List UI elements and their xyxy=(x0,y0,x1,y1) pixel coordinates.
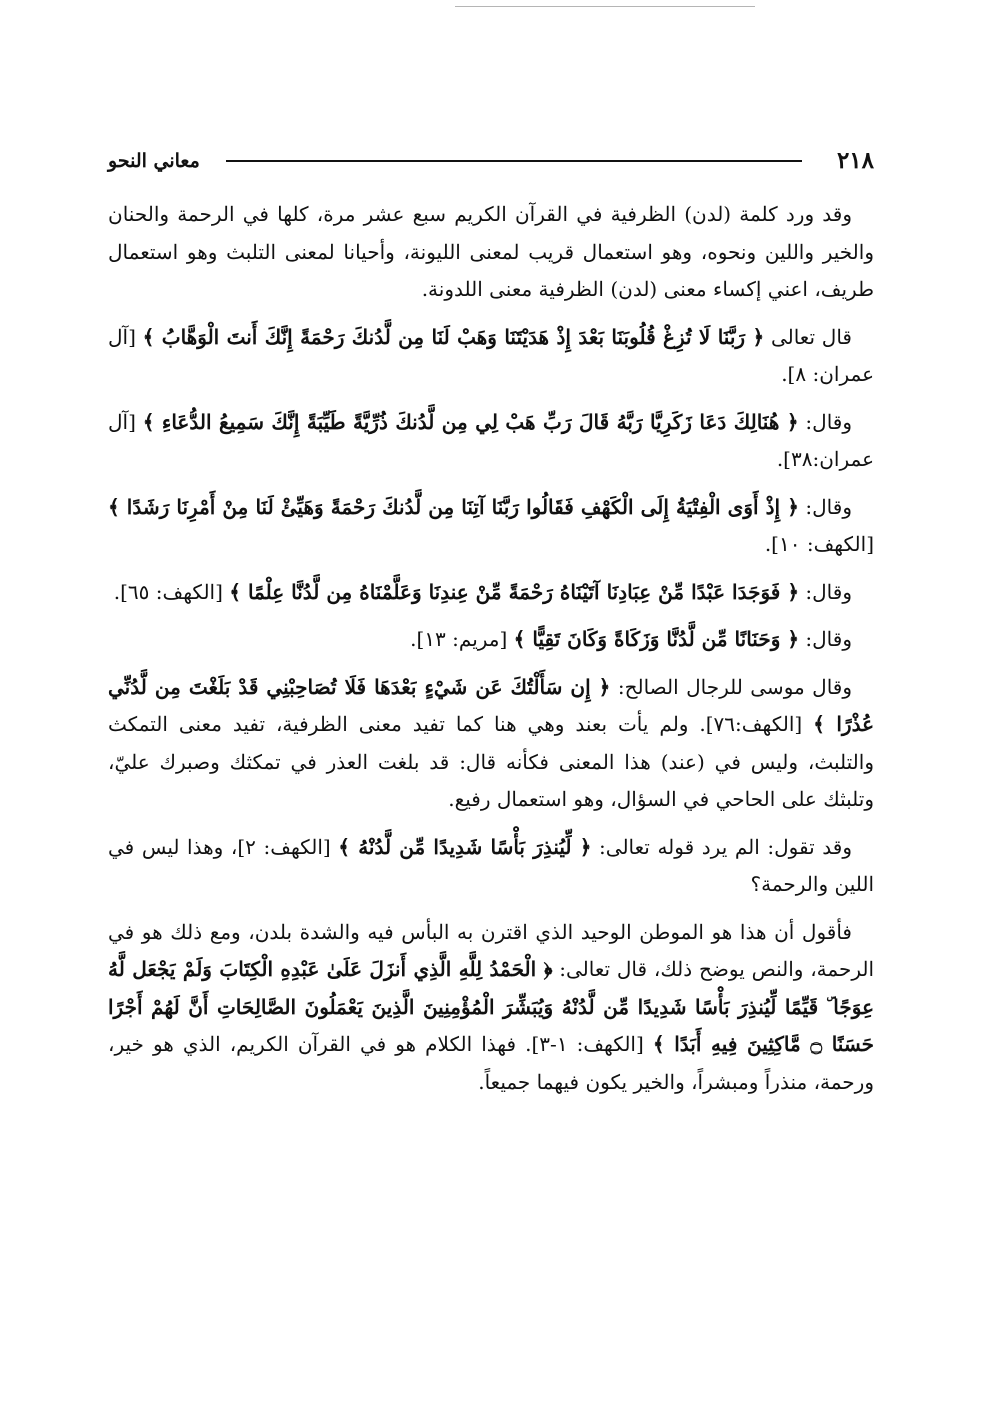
top-edge-line xyxy=(455,6,755,7)
page-number: ٢١٨ xyxy=(836,147,874,174)
quran-verse: ﴿ فَوَجَدَا عَبْدًا مِّنْ عِبَادِنَا آتَيْنَاهُ رَحْمَةً مِّنْ عِندِنَا وَعَلَّمْنَاهُ مِن لَّدُنَّا عِلْمًا ﴾ xyxy=(229,579,800,604)
verse-reference: [الكهف: ١-٣]. xyxy=(525,1032,644,1056)
quran-verse: ﴿ لِّيُنذِرَ بَأْسًا شَدِيدًا مِّن لَّدُنْهُ ﴾ xyxy=(338,834,592,859)
verse-reference: [الكهف: ٢]، xyxy=(230,834,331,859)
paragraph-quote-2 xyxy=(108,404,874,479)
quote-intro: وقال موسى للرجال الصالح: xyxy=(617,674,853,699)
quote-intro: وقال: xyxy=(805,494,852,519)
verse-reference: [آل عمران:٣٨]. xyxy=(108,409,874,471)
quran-verse: ﴿ الْحَمْدُ لِلَّهِ الَّذِي أَنزَلَ عَلَىٰ عَبْدِهِ الْكِتَابَ وَلَمْ يَجْعَل لَّهُ عِوَجًا ۜ قَيِّمًا لِّيُنذِرَ بَأْسًا شَدِيدًا مِّن لَّدُنْهُ وَيُبَشِّرَ الْمُؤْمِنِينَ الَّذِينَ يَعْمَلُونَ الصَّالِحَاتِ أَنَّ لَهُمْ أَجْرًا حَسَنًا ۝ مَّاكِثِينَ فِيهِ أَبَدًا ﴾ xyxy=(108,957,875,1056)
paragraph-text: فهذا الكلام هو في القرآن الكريم، الذي هو خير، ورحمة، منذراً ومبشراً، والخير يكون فيهما جميعاً. xyxy=(108,1032,874,1094)
paragraph-quote-3 xyxy=(108,489,874,564)
paragraph-text: وقد ورد كلمة (لدن) الظرفية في القرآن الكريم سبع عشر مرة، كلها في الرحمة والحنان والخير واللين ونحوه، وهو استعمال قريب لمعنى الليونة، وأحيانا لمعنى التلبث وهو استعمال طريف، اعني إكساء معنى (لدن) الظرفية معنى اللدونة. xyxy=(108,202,874,301)
quote-intro: فأقول أن هذا هو الموطن الوحيد الذي اقترن به البأس فيه والشدة بلدن، ومع ذلك هو في الرحمة، والنص يوضح ذلك، قال تعالى: xyxy=(108,919,875,981)
paragraph-text: ولم يأت بعند وهي هنا كما تفيد معنى الظرفية، تفيد معنى التمكث والتلبث، وليس في (عند) هذا المعنى فكأنه قال: قد بلغت العذر في تمكثك وصبرك عليّ، وتلبثك على الحاحي في السؤال، وهو استعمال رفيع. xyxy=(108,712,874,811)
quran-verse: ﴿ وَحَنَانًا مِّن لَّدُنَّا وَزَكَاةً وَكَانَ تَقِيًّا ﴾ xyxy=(513,627,800,651)
paragraph-quote-8 xyxy=(108,914,874,1102)
header-rule xyxy=(226,160,802,162)
quran-verse: ﴿ إِن سَأَلْتُكَ عَن شَيْءٍ بَعْدَهَا فَلَا تُصَاحِبْنِي قَدْ بَلَغْتَ مِن لَّدُنِّي عُذْرًا ﴾ xyxy=(108,674,875,736)
verse-reference: [آل عمران: ٨]. xyxy=(108,324,874,386)
paragraph-quote-5 xyxy=(108,621,874,659)
quote-intro: وقال: xyxy=(805,579,852,604)
paragraph-text: وهذا ليس في اللين والرحمة؟ xyxy=(108,834,874,896)
paragraph-quote-7 xyxy=(108,829,874,904)
paragraph-quote-6 xyxy=(108,669,874,819)
quran-verse: ﴿ هُنَالِكَ دَعَا زَكَرِيَّا رَبَّهُ قَالَ رَبِّ هَبْ لِي مِن لَّدُنكَ ذُرِّيَّةً طَيِّبَةً إِنَّكَ سَمِيعُ الدُّعَاءِ ﴾ xyxy=(142,409,799,434)
quote-intro: وقال: xyxy=(805,627,852,651)
verse-reference: [الكهف: ١٠]. xyxy=(764,532,874,556)
verse-reference: [الكهف:٧٦]. xyxy=(699,712,803,736)
paragraph-quote-1 xyxy=(108,319,874,394)
quran-verse: ﴿ إِذْ أَوَى الْفِتْيَةُ إِلَى الْكَهْفِ فَقَالُوا رَبَّنَا آتِنَا مِن لَّدُنكَ رَحْمَةً وَهَيِّئْ لَنَا مِنْ أَمْرِنَا رَشَدًا ﴾ xyxy=(108,494,799,519)
verse-reference: [مريم: ١٣]. xyxy=(410,627,508,651)
quote-intro: وقال: xyxy=(805,409,853,434)
paragraph-quote-4 xyxy=(108,574,874,612)
running-title: معاني النحو xyxy=(108,150,200,172)
quote-intro: وقد تقول: الم يرد قوله تعالى: xyxy=(599,834,853,859)
quran-verse: ﴿ رَبَّنَا لَا تُزِغْ قُلُوبَنَا بَعْدَ إِذْ هَدَيْتَنَا وَهَبْ لَنَا مِن لَّدُنكَ رَحْمَةً إِنَّكَ أَنتَ الْوَهَّابُ ﴾ xyxy=(142,324,765,349)
paragraph-intro xyxy=(108,196,874,309)
page-body xyxy=(108,196,874,1101)
verse-reference: [الكهف: ٦٥]. xyxy=(113,579,223,604)
page-header xyxy=(108,146,874,176)
quote-intro: قال تعالى xyxy=(770,324,852,349)
